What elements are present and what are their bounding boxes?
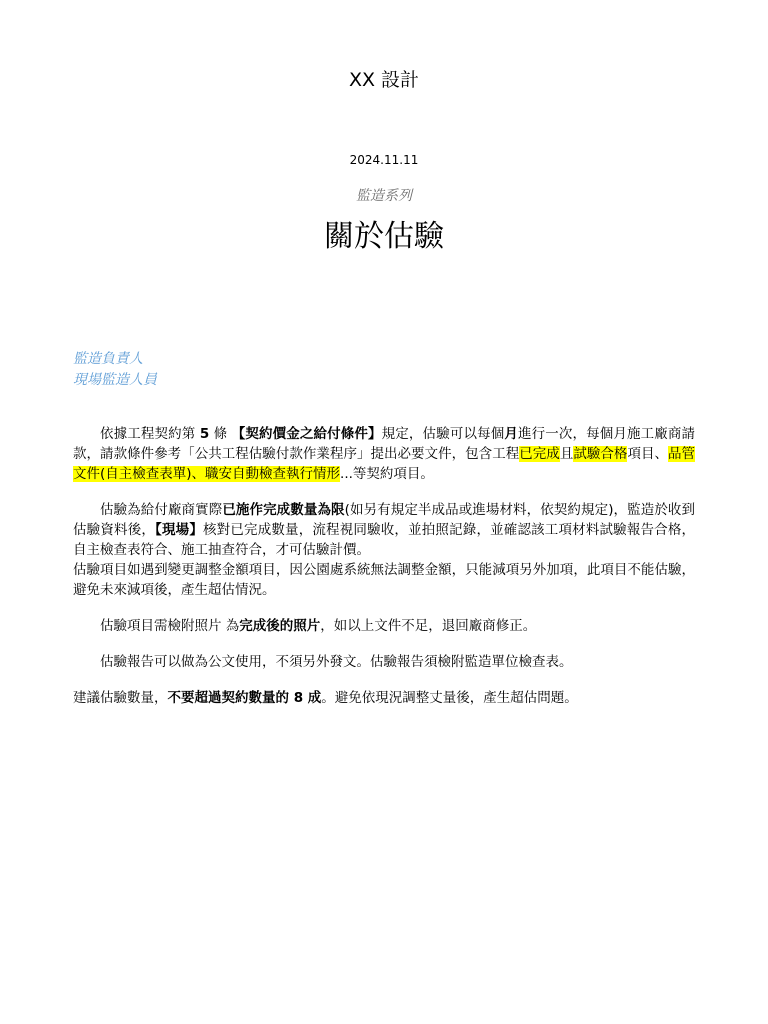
paragraph-report-usage: 估驗報告可以做為公文使用，不須另外發文。估驗報告須檢附監造單位檢查表。 (100, 654, 573, 670)
document-header: XX 設計 (348, 69, 420, 91)
paragraph-contract-basis: 依據工程契約第 5 條 【契約價金之給付條件】規定，估驗可以每個月進行一次，每個月施工廠商請款，請款條件參考「公共工程估驗付款作業程序」提出必要文件，包含工程已完成且試驗合格項目、品管文件(自主檢查表單)、職安自動檢查執行情形...等契約項目。 (73, 426, 696, 482)
role-supervisor: 監造負責人 (73, 351, 143, 367)
paragraph-photos: 估驗項目需檢附照片 為完成後的照片，如以上文件不足，退回廠商修正。 (100, 618, 537, 634)
highlight-qc-documents: 品管文件(自主檢查表單)、職安自動檢查執行情形 (73, 446, 696, 482)
paragraph-payment-limit: 估驗為給付廠商實際已施作完成數量為限(如另有規定半成品或進場材料，依契約規定)，監造於收到估驗資料後，【現場】核對已完成數量，流程視同驗收，並拍照記錄，並確認該工項材料試驗報告合格，自主檢查表符合、施工抽查符合，才可估驗計價。 (73, 502, 696, 558)
document-body (73, 424, 695, 708)
role-site-staff: 現場監造人員 (73, 372, 157, 388)
document-title: 關於估驗 (324, 219, 444, 254)
paragraph-change-items: 估驗項目如遇到變更調整金額項目，因公園處系統無法調整金額，只能減項另外加項，此項目不能估驗，避免未來減項後，產生超估情況。 (73, 562, 695, 598)
highlight-test-passed: 試驗合格 (573, 446, 628, 462)
paragraph-recommendation: 建議估驗數量，不要超過契約數量的 8 成。避免依現況調整丈量後，產生超估問題。 (73, 690, 578, 706)
roles-block (73, 349, 157, 391)
highlight-completed: 已完成 (519, 446, 560, 462)
document-date: 2024.11.11 (349, 153, 419, 167)
series-label: 監造系列 (356, 188, 412, 204)
